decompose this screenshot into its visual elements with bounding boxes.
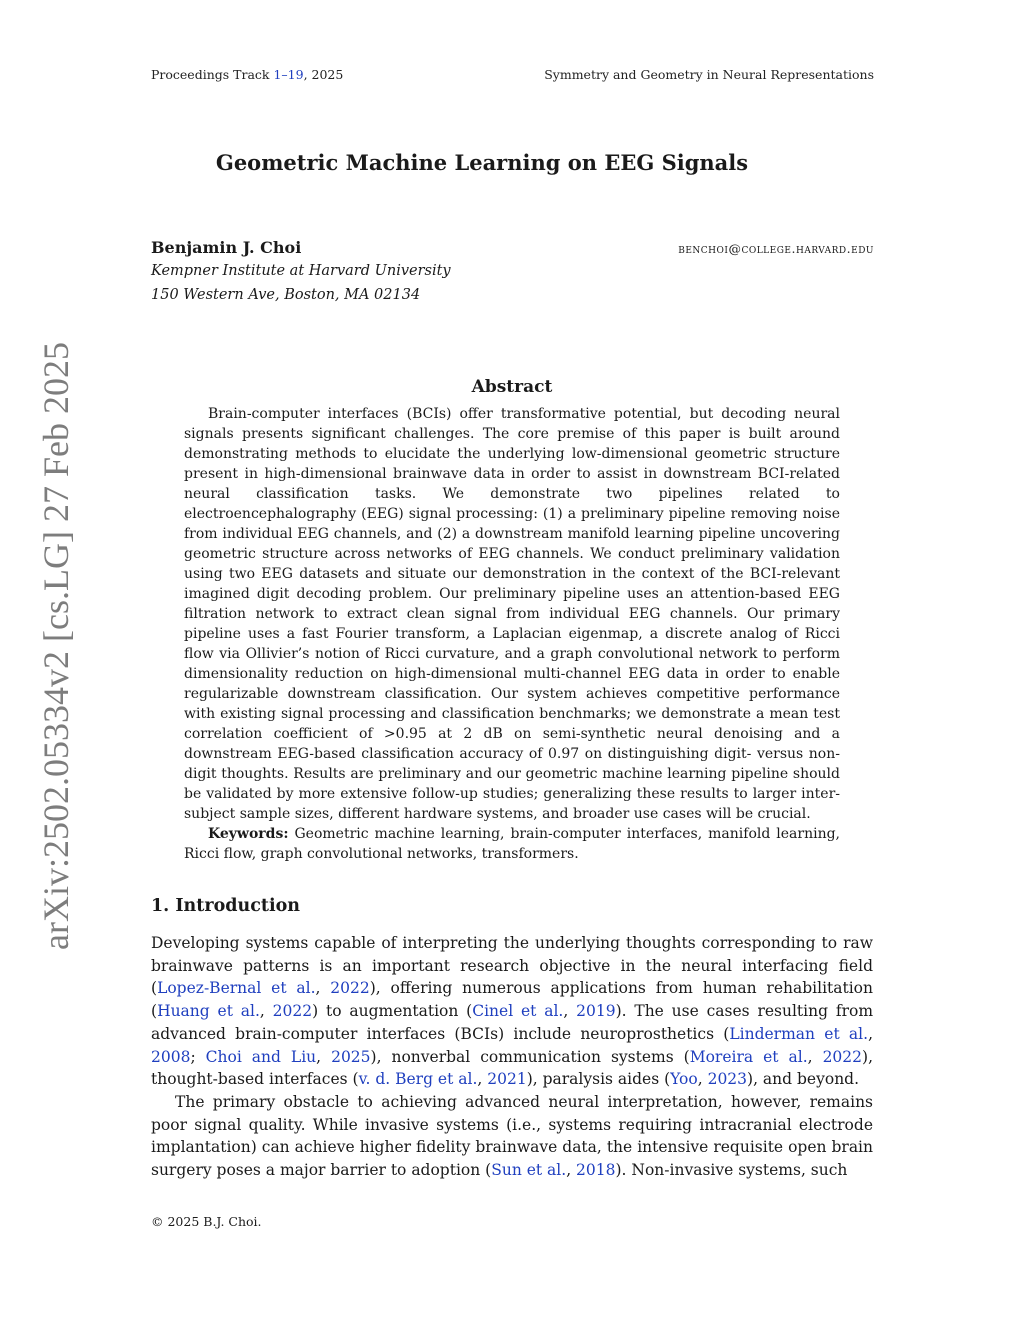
text-run: ), thought-based interfaces ( (151, 1047, 873, 1089)
text-run: ). The use cases resulting from advanced brain-computer interfaces (BCIs) include neuroprosthetics ( (151, 1002, 874, 1043)
text-run: ) to augmentation ( (312, 1002, 473, 1021)
text-run: , (259, 1002, 273, 1021)
text-run: Developing systems capable of interpreting the underlying thoughts corresponding to raw brainwave patterns is an important research objective in the neural interfacing field ( (151, 934, 873, 998)
citation-link[interactable]: Yoo (670, 1070, 698, 1089)
text-run: , (315, 979, 331, 998)
citation-year-link[interactable]: 2018 (576, 1161, 616, 1180)
text-run: , (566, 1161, 577, 1180)
running-header-left (151, 67, 343, 82)
header-pages-link[interactable]: 1–19 (273, 67, 304, 82)
abstract-heading: Abstract (471, 377, 553, 397)
text-run: ), nonverbal communication systems ( (370, 1047, 690, 1066)
author-name: Benjamin J. Choi (151, 238, 302, 257)
citation-year-link[interactable]: 2019 (576, 1002, 616, 1021)
section-heading-introduction: 1. Introduction (151, 896, 300, 916)
text-run: ), offering numerous applications from human rehabilitation ( (151, 979, 873, 1021)
abstract-text: Brain-computer interfaces (BCIs) offer transformative potential, but decoding neural signals presents significant challenges. The core premise of this paper is built around demonstrating methods to elucidate the underlying low-dimensional geometric structure present in high-dimensional brainwave data in order to assist in downstream BCI-related neural classification tasks. We demonstrate two pipelines related to electroencephalography (EEG) signal processing: (1) a preliminary pipeline removing noise from individual EEG channels, and (2) a downstream manifold learning pipeline uncovering geometric structure across networks of EEG channels. We conduct preliminary validation using two EEG datasets and situate our demonstration in the context of the BCI-relevant imagined digit decoding problem. Our preliminary pipeline uses an attention-based EEG filtration network to extract clean signal from individual EEG channels. Our primary pipeline uses a fast Fourier transform, a Laplacian eigenmap, a discrete analog of Ricci flow via Ollivier’s notion of Ricci curvature, and a graph convolutional network to perform dimensionality reduction on high-dimensional multi-channel EEG data in order to enable regularizable downstream classification. Our system achieves competitive performance with existing signal processing and classification benchmarks; we demonstrate a mean test correlation coefficient of >0.95 at 2 dB on semi-synthetic neural denoising and a downstream EEG-based classification accuracy of 0.97 on distinguishing digit- versus non-digit thoughts. Results are preliminary and our geometric machine learning pipeline should be validated by more extensive follow-up studies; generalizing these results to larger inter-subject sample sizes, different hardware systems, and broader use cases will be crucial. (184, 406, 840, 822)
citation-year-link[interactable]: 2021 (487, 1070, 527, 1089)
citation-link[interactable]: Choi and Liu (205, 1047, 317, 1066)
text-run: , (477, 1070, 488, 1089)
text-run: ; (190, 1047, 206, 1066)
citation-year-link[interactable]: 2023 (707, 1070, 748, 1089)
citation-link[interactable]: Linderman et al. (729, 1024, 869, 1043)
introduction-body (151, 932, 873, 1182)
text-run: ), and beyond. (747, 1070, 860, 1089)
arxiv-stamp: arXiv:2502.05334v2 [cs.LG] 27 Feb 2025 (36, 342, 76, 950)
intro-paragraph-1 (151, 932, 873, 1091)
citation-year-link[interactable]: 2025 (331, 1047, 371, 1066)
running-header-right: Symmetry and Geometry in Neural Representations (544, 67, 874, 82)
author-affiliation: Kempner Institute at Harvard University (151, 263, 451, 279)
citation-link[interactable]: Lopez-Bernal et al. (157, 979, 316, 998)
text-run: ), paralysis aides ( (526, 1070, 671, 1089)
citation-link[interactable]: Sun et al. (491, 1161, 567, 1180)
citation-year-link[interactable]: 2022 (330, 979, 370, 998)
citation-year-link[interactable]: 2022 (272, 1002, 313, 1021)
keywords-line (184, 824, 840, 864)
text-run: The primary obstacle to achieving advanced neural interpretation, however, remains poor signal quality. While invasive systems (i.e., systems requiring intracranial electrode implantation) can achieve higher fidelity brainwave data, the intensive requisite open brain surgery poses a major barrier to adoption ( (151, 1092, 873, 1180)
keywords-text: Geometric machine learning, brain-computer interfaces, manifold learning, Ricci flow, graph convolutional networks, transformers. (184, 826, 840, 862)
citation-link[interactable]: Moreira et al. (689, 1047, 808, 1066)
header-year: , 2025 (303, 67, 344, 82)
paper-title: Geometric Machine Learning on EEG Signals (215, 150, 749, 175)
header-track: Proceedings Track (151, 67, 274, 82)
text-run: , (807, 1047, 823, 1066)
intro-paragraph-2 (151, 1091, 873, 1182)
author-email: benchoi@college.harvard.edu (678, 241, 874, 256)
citation-link[interactable]: Cinel et al. (472, 1002, 564, 1021)
citation-link[interactable]: Huang et al. (157, 1002, 260, 1021)
keywords-label: Keywords: (208, 826, 289, 842)
citation-year-link[interactable]: 2022 (822, 1047, 863, 1066)
text-run: , (697, 1070, 708, 1089)
text-run: , (868, 1024, 873, 1043)
abstract-block (184, 404, 840, 864)
text-run: , (316, 1047, 332, 1066)
citation-link[interactable]: v. d. Berg et al. (358, 1070, 478, 1089)
text-run: , (563, 1002, 577, 1021)
copyright-notice: © 2025 B.J. Choi. (151, 1214, 262, 1229)
citation-year-link[interactable]: 2008 (151, 1047, 191, 1066)
text-run: ). Non-invasive systems, such (615, 1161, 848, 1180)
author-address: 150 Western Ave, Boston, MA 02134 (151, 287, 421, 303)
